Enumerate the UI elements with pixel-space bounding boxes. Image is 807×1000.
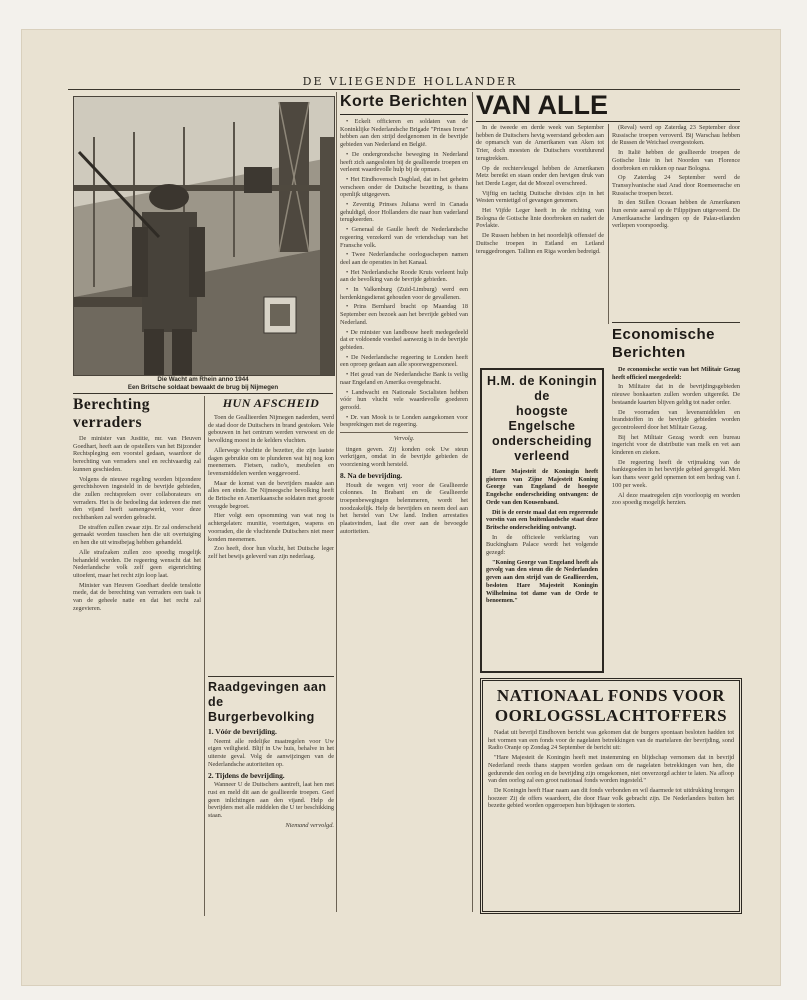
caption-line-1: Die Wacht am Rhein anno 1944 <box>157 376 249 383</box>
economische-paragraph: Al deze maatregelen zijn voorloopig en worden zoo spoedig mogelijk herzien. <box>612 491 740 507</box>
fronten-paragraph: In de tweede en derde week van September hebben de Duitschers hevig weerstand geboden aan de opmarsch van de Amerikanen van Aken tot Trier, doch moesten de Duitschers voortdurend terugtrekken. <box>476 124 604 162</box>
korte-item: • De ondergrondsche beweging in Nederland heeft zich aangesloten bij de geallieerde troepen en verleent waardevolle hulp bij de opmars. <box>340 150 468 174</box>
korte-item: • Generaal de Gaulle heeft de Nederlandsche regeering verzekerd van de vriendschap van het Fransche volk. <box>340 226 468 249</box>
korte-item: • Eckelt officieren en soldaten van de Koninklijke Nederlandsche Brigade "Prinses Irene" hebben aan den strijd deelgenomen in de bevrijde gebieden van Nederland en België. <box>340 118 468 149</box>
berechting-section <box>73 396 201 916</box>
nationaal-fonds-paragraph: "Hare Majesteit de Koningin heeft met instemming en blijdschap vernomen dat in bevrijd Nederland reeds thans stappen worden gedaan om de nagelaten betrekkingen van hen, die gedurende den oorlog en de bevrijding zijn omgekomen, niet onverzorgd achter te laten. Na afloop van den oorlog zal een groot nationaal fonds worden ingesteld." <box>488 754 734 785</box>
nationaal-fonds-body <box>488 729 734 810</box>
koningin-body <box>486 468 598 605</box>
raadgevingen-section <box>208 680 334 916</box>
korte-berichten-body <box>340 118 468 535</box>
fronten-title: VAN ALLE <box>476 90 608 120</box>
fronten-column-1 <box>476 124 604 364</box>
koningin-title-line-2: hoogste Engelsche <box>508 404 576 433</box>
berechting-paragraph: De straffen zullen zwaar zijn. Er zal onderscheid gemaakt worden tusschen hen die uit overtuiging en hen die uit winstbejag hebben gehandeld. <box>73 523 201 547</box>
berechting-paragraph: Minister van Heuven Goedhart deelde tenslotte mede, dat de berechting van verraders een taak is van de geheele natie en dat het recht zal zegevieren. <box>73 581 201 612</box>
economische-section <box>612 326 740 676</box>
berechting-body <box>73 435 201 612</box>
column-divider <box>608 124 609 324</box>
korte-item: • Het Nederlandsche Roode Kruis verleent hulp aan de bevolking van de bevrijde gebieden. <box>340 268 468 284</box>
nationaal-fonds-title-line-2: OORLOGSSLACHTOFFERS <box>494 706 728 725</box>
fronten-paragraph: De Russen hebben in het noordelijk offensief de Duitsche troepen in Estland en Letland teruggedrongen. Tallinn en Riga worden bedreigd. <box>476 232 604 255</box>
hun-afscheid-section <box>208 396 334 674</box>
fronten-rule <box>476 121 740 122</box>
raadgevingen-title-line-1: Raadgevingen aan <box>208 680 327 694</box>
hun-afscheid-paragraph: Zoo heeft, door hun vlucht, het Duitsche leger zelf het bewijs geleverd van zijn nederlaag. <box>208 545 334 560</box>
fronten-title-box <box>476 90 742 120</box>
korte-item: • In Valkenburg (Zuid-Limburg) werd een herdenkingsdienst gehouden voor de gevallenen. <box>340 286 468 301</box>
column-divider <box>472 92 473 912</box>
section-rule <box>73 393 333 394</box>
raadgevingen-item-2-text: Wanneer U de Duitschers aantreft, laat hen met rust en meld dit aan de geallieerde troepen. Geef geen inlichtingen aan den vijand. Help de bevrijders met alle middelen die U ter beschikking staan. <box>208 781 334 820</box>
koningin-lead: Hare Majesteit de Koningin heeft gisteren van Zijne Majesteit Koning George van Engeland de hoogste Engelsche onderscheiding ontvangen: de Orde van den Kousenband. <box>486 468 598 506</box>
koningin-title-line-3: onderscheiding <box>491 434 593 448</box>
section-rule <box>208 676 334 677</box>
hun-afscheid-paragraph: Hier volgt een opsomming van wat nog is achtergelaten: munitie, voertuigen, wapens en voorraden, die de vluchtende Duitschers niet meer konden meenemen. <box>208 512 334 543</box>
korte-item: • Landwacht en Nationale Socialisten hebben vóór hun vlucht vele waardevolle goederen geroofd. <box>340 388 468 411</box>
fronten-paragraph: Het Vijfde Leger heeft in de richting van Bologna de Gotische linie doorbroken en nadert de Povlakte. <box>476 207 604 230</box>
raadgevingen-title-line-2: de Burgerbevolking <box>208 695 315 724</box>
koningin-box <box>480 368 604 673</box>
fronten-paragraph: Op Zaterdag 24 September werd de Transsylvanische stad Arad door Roemeensche en Russische troepen bezet. <box>612 174 740 197</box>
fronten-paragraph: Vijftig en tachtig Duitsche divisies zijn in het Westen vernietigd of gevangen genomen. <box>476 189 604 205</box>
korte-item: • De Nederlandsche regeering te Londen heeft een oproep gedaan aan alle spoorwegpersoneel. <box>340 353 468 369</box>
hun-afscheid-paragraph: Maar de komst van de bevrijders maakte aan alles een einde. De Nijmeegsche bevolking heeft de Britsche en Amerikaansche soldaten met groote vreugde begroet. <box>208 479 334 510</box>
column-divider <box>336 92 337 912</box>
koningin-title <box>486 374 598 464</box>
korte-item: • Twee Nederlandsche oorlogsschepen namen deel aan de operaties in het Kanaal. <box>340 251 468 266</box>
caption-line-2: Een Britsche soldaat bewaakt de brug bij Nijmegen <box>127 383 279 391</box>
korte-item: • Zeventig Prinses Juliana werd in Canada gehuldigd, door Hollanders die naar hun vaderland terugkeerden. <box>340 201 468 224</box>
item-8-label: 8. Na de bevrijding. <box>340 470 403 480</box>
berechting-title-line-2: verraders <box>73 414 143 431</box>
korte-berichten-section <box>340 92 468 912</box>
fronten-paragraph: In Italië hebben de geallieerde troepen de Gotische linie in het Noorden van Florence doorbroken en rukken op naar Bologna. <box>612 149 740 172</box>
berechting-paragraph: De minister van Justitie, mr. van Heuven Goedhart, heeft aan de opstellers van het Bijzonder Rechtspleging een voorstel gedaan, waardoor de berechting van verraders snel en rechtvaardig zal kunnen geschieden. <box>73 435 201 473</box>
koningin-title-line-1: H.M. de Koningin de <box>486 374 598 403</box>
economische-title-line-2: Berichten <box>612 344 686 361</box>
photo-caption <box>73 376 333 391</box>
economische-paragraph: De voorraden van levensmiddelen en brandstoffen in de bevrijde gebieden worden gecontroleerd door het Militair Gezag. <box>612 408 740 431</box>
photo-illustration <box>74 97 334 375</box>
raadgevingen-item-1-label: 1. Vóór de bevrijding. <box>208 727 277 736</box>
hun-afscheid-paragraph: Toen de Geallieerden Nijmegen naderden, werd de stad door de Duitschers in brand gestoken. Vele gebouwen in het centrum werden verwoest en de bevolking moest in de kelders vluchten. <box>208 414 334 445</box>
korte-item: • Dr. van Mook is te Londen aangekomen voor besprekingen met de regeering. <box>340 413 468 429</box>
raadgevingen-body <box>208 728 334 829</box>
raadgevingen-item-2-label: 2. Tijdens de bevrijding. <box>208 770 285 780</box>
economische-body <box>612 366 740 507</box>
korte-berichten-title: Korte Berichten <box>340 92 468 115</box>
fronten-paragraph: (Reval) werd op Zaterdag 23 September door Russische troepen veroverd. Bij Warschau hebben de Russen de Weichsel overgestoken. <box>612 124 740 147</box>
economische-rule <box>612 322 740 323</box>
nationaal-fonds-title-line-1: NATIONAAL FONDS VOOR <box>496 686 726 705</box>
hun-afscheid-paragraph: Allerwege vluchtte de bezetter, die zijn laatste dagen gebruikte om te plunderen wat hij nog kon meenemen. Fietsen, radio's, meubelen en levensmiddelen werden weggevoerd. <box>208 446 334 477</box>
item-8-text: Houdt de wegen vrij voor de Geallieerde colonnes. In Brabant en de Geallieerde troepenbewegingen belemmeren, wordt het noodzakelijk. Help de bevrijders en neem deel aan het herstel van Uw land. Indien arrestaties plaatsvinden, laat die over aan de bevoegde autoriteiten. <box>340 481 468 535</box>
korte-item: • Prins Bernhard bracht op Maandag 18 September een bezoek aan het bevrijde gebied van Nederland. <box>340 303 468 326</box>
berechting-title <box>73 396 201 432</box>
economische-title <box>612 326 740 362</box>
nationaal-fonds-paragraph: De Koningin heeft Haar naam aan dit fonds verbonden en wil daarmede tot uitdrukking brengen hoezeer Zij de offers waardeert, die door Haar volk gebracht zijn. De Nederlanders buiten het bezette gebied worden opgeroepen hun bijdragen te storten. <box>488 786 734 810</box>
economische-lead: De economische sectie van het Militair Gezag heeft officieel meegedeeld: <box>612 366 740 381</box>
korte-item: • Het Eindhovensch Dagblad, dat in het geheim verscheen onder de Duitsche bezetting, is thans openlijk uitgegeven. <box>340 175 468 199</box>
koningin-paragraph: Dit is de eerste maal dat een regeerende vorstin van een buitenlandsche staat deze Britsche onderscheiding ontvangt. <box>486 508 598 531</box>
fronten-column-2 <box>612 124 740 320</box>
raadgevingen-item-1-text: Neemt alle redelijke maatregelen voor Uw eigen veiligheid. Blijf in Uw huis, behalve in het uiterste geval. Volg de aanwijzingen van de Nederlandsche autoriteiten op. <box>208 737 334 768</box>
berechting-paragraph: Volgens de nieuwe regeling worden bijzondere gerechtshoven ingesteld in de bevrijde gebieden, die zullen rechtspreken over collaborateurs en verraders. Het is de bedoeling dat iedereen die met den vijand heeft samengewerkt, voor deze rechtbanken zal worden gebracht. <box>73 475 201 522</box>
nationaal-fonds-title <box>488 686 734 726</box>
nationaal-fonds-paragraph: Nadat uit bevrijd Eindhoven bericht was gekomen dat de burgers spontaan besloten hadden tot het vormen van een fonds voor de nagelaten betrekkingen van de martelaren der bevrijding, sond Radio Oranje op Zondag 24 September de bericht uit: <box>488 729 734 752</box>
hun-afscheid-body <box>208 414 334 561</box>
koningin-title-line-4: verleend <box>514 449 570 463</box>
economische-paragraph: De regeering heeft de vrijmaking van de banktegoeden in het bevrijde gebied geregeld. Men kan thans weer geld opnemen tot een bedrag van f. 100 per week. <box>612 458 740 489</box>
korte-item: • Het goud van de Nederlandsche Bank is veilig naar Engeland en Amerika overgebracht. <box>340 371 468 386</box>
berechting-paragraph: Alle strafzaken zullen zoo spoedig mogelijk behandeld worden. De regeering wenscht dat het Nederlandsche volk zelf geen eigenrichting uitoefent, maar het recht zijn loop laat. <box>73 548 201 579</box>
raadgevingen-title <box>208 680 334 725</box>
column-divider <box>204 396 205 916</box>
raadgevingen-credit: Niemand vervolgd. <box>285 821 334 829</box>
hun-afscheid-title: HUN AFSCHEID <box>222 396 320 410</box>
photo-soldier-bridge <box>73 96 335 376</box>
korte-item: • De minister van landbouw heeft medegedeeld dat er voldoende voedsel aanwezig is in de bevrijde gebieden. <box>340 328 468 351</box>
economische-paragraph: In Militaire dat in de bevrijdingsgebieden nieuwe bonkaarten zullen worden uitgereikt. De bestaande kaarten blijven geldig tot nader order. <box>612 383 740 406</box>
koningin-paragraph: In de officieele verklaring van Buckingham Palace wordt het volgende gezegd: <box>486 533 598 557</box>
berechting-title-line-1: Berechting <box>73 396 151 413</box>
koningin-paragraph: "Koning George van Engeland heeft als gevolg van den steun die de Nederlanden geven aan den strijd van de Geallieerden, besloten Hare Majesteit Koningin Wilhelmina tot dame van de Orde te benoemen." <box>486 558 598 605</box>
economische-paragraph: Bij het Militair Gezag wordt een bureau ingericht voor de distributie van melk en vet aan kinderen en zieken. <box>612 433 740 457</box>
vervolg-note: Vervolg. <box>340 432 468 443</box>
fronten-paragraph: Op de rechtervleugel hebben de Amerikanen Metz bereikt en staan onder den hevigen druk van het Derde Leger, dat de Moezel overschreed. <box>476 164 604 187</box>
masthead: DE VLIEGENDE HOLLANDER <box>302 75 518 88</box>
nationaal-fonds-box <box>480 678 742 914</box>
vervolg-text: tingen geven. Zij konden ook Uw steun verkrijgen, omdat in de bevrijde gebieden de voorziening wordt hersteld. <box>340 445 468 469</box>
economische-title-line-1: Economische <box>612 326 716 343</box>
fronten-paragraph: In den Stillen Oceaan hebben de Amerikanen hun eerste aanval op de Filippijnen uitgevoerd. De Amerikaansche landingen op de Palau-eilanden verliepen voorspoedig. <box>612 199 740 230</box>
